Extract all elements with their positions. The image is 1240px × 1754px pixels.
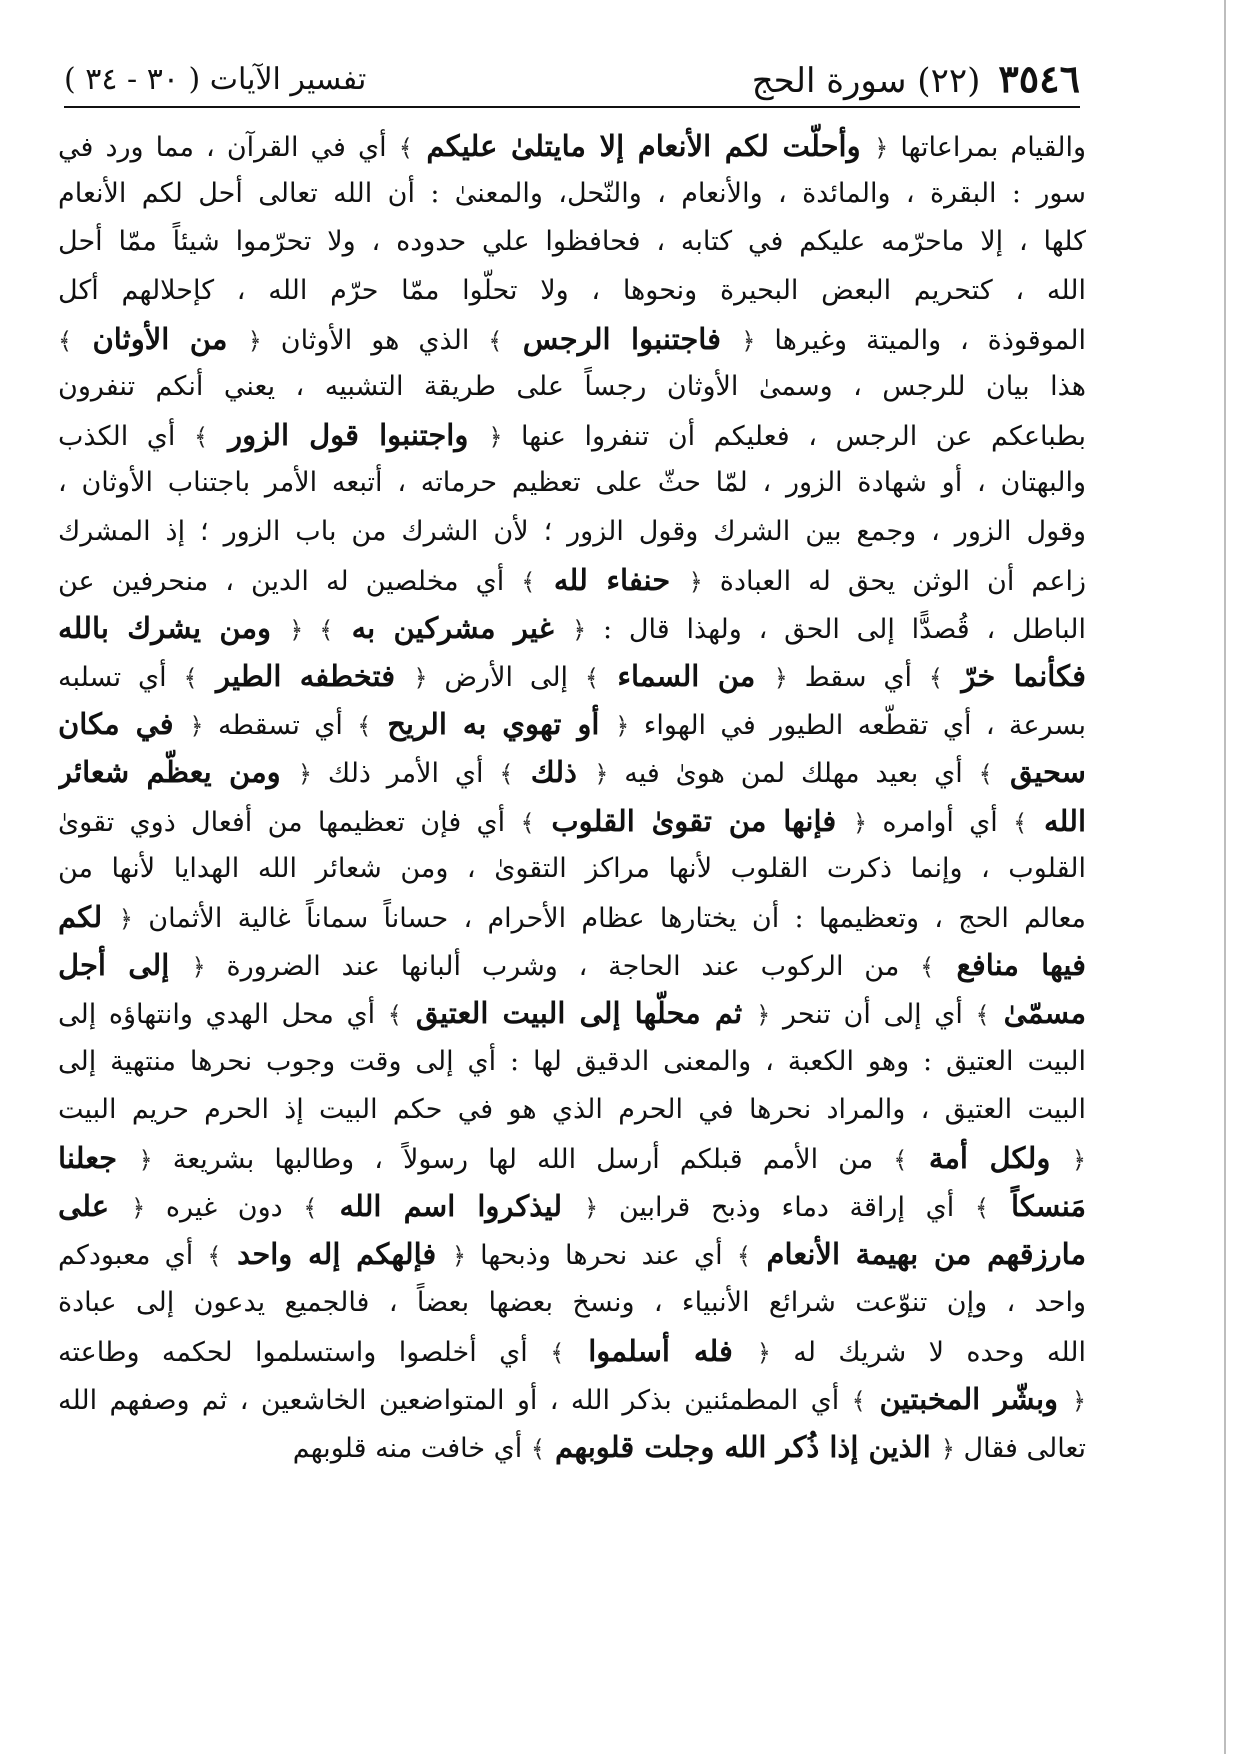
text-line [58,652,1086,700]
ornate-bracket: ﴾ [736,1242,751,1271]
ornate-bracket: ﴿ [138,1145,153,1174]
text-line [58,1134,1086,1182]
ornate-bracket: ﴾ [303,1194,318,1223]
quran-quote: ليذكروا اسم الله [317,1189,585,1224]
ornate-bracket: ﴾ ﴿ [289,615,334,644]
commentary-text: البيت العتيق : وهو الكعبة ، والمعنى الدقيق لها : أي إلى وقت وجوب نحرها منتهية إلى [58,1045,1086,1077]
commentary-text: أي مخلصين له الدين ، منحرفين عن [58,565,522,597]
text-line [58,700,1086,748]
commentary-text: أي إراقة دماء وذبح قرابين [598,1192,975,1224]
ornate-bracket: ﴿ [852,808,868,837]
text-line [58,748,1086,796]
commentary-text: دون غيره [145,1192,304,1224]
quran-quote: فاجتنبوا الرجس [502,321,742,356]
ornate-bracket: ﴾ [488,326,503,355]
quran-quote: واجتنبوا قول الزور [208,418,489,453]
ornate-bracket: ﴾ [978,760,993,789]
quran-quote: مَنسكاً [988,1189,1086,1224]
commentary-text: أي الأمر ذلك [312,758,500,790]
header-right [752,56,1080,101]
ornate-bracket: ﴿ [247,326,262,355]
quran-quote: فيها منافع [934,948,1086,983]
quran-quote: على [58,1189,132,1224]
quran-quote: إلى أجل [58,948,192,983]
text-line [58,1038,1086,1086]
ornate-bracket: ﴾ [975,1001,990,1030]
quran-quote: وأحلّت لكم الأنعام إلا مايتلىٰ عليكم [412,129,875,163]
commentary-text: الباطل ، قُصدًّا إلى الحق ، ولهذا قال : [586,613,1086,645]
ornate-bracket: ﴾ [920,953,935,982]
ornate-bracket: ﴾ [928,664,943,693]
ornate-bracket: ﴾ [183,664,198,693]
ornate-bracket: ﴿ [940,1435,955,1464]
commentary-text: معالم الحج ، وتعظيمها : أن يختارها عظام الأحرام ، حساناً سماناً غالية الأثمان [132,903,1086,934]
quran-quote: الله [1027,803,1086,838]
commentary-text: أي معبودكم [58,1240,208,1272]
ornate-bracket: ﴿ [1071,1145,1086,1174]
text-line [58,845,1086,893]
commentary-text: الله ، كتحريم البعض البحيرة ونحوها ، ولا تحلّوا ممّا حرّم الله ، كإحلالهم أكل [58,274,1086,306]
ornate-bracket: ﴿ [584,1194,599,1223]
commentary-text: أي بعيد مهلك لمن هوىٰ فيه [608,758,979,790]
quran-quote: مسمّىٰ [989,996,1086,1031]
quran-quote: من الأوثان [72,321,248,356]
ornate-bracket: ﴾ [520,808,535,837]
text-line [58,267,1086,315]
ornate-bracket: ﴿ [741,326,756,355]
quran-quote: ومن يعظّم شعائر [58,755,299,790]
commentary-text: تعالى فقال [954,1433,1086,1465]
ornate-bracket: ﴿ [874,134,889,162]
commentary-text: والقيام بمراعاتها [888,132,1086,163]
quran-quote: من السماء [598,659,774,694]
commentary-text: أي الكذب [58,421,194,453]
commentary-text: بسرعة ، أي تقطّعه الطيور في الهواء [629,710,1086,742]
text-line [58,893,1086,941]
commentary-text: من الركوب عند الحاجة ، وشرب ألبانها عند الضرورة [205,951,921,983]
text-line [58,989,1086,1037]
quran-quote: ذلك [513,755,595,790]
ornate-bracket: ﴾ [1013,808,1028,837]
commentary-text: زاعم أن الوثن يحق له العبادة [702,565,1086,597]
text-line [58,604,1086,652]
ornate-bracket: ﴾ [550,1338,565,1367]
text-line [58,941,1086,989]
text-line [58,218,1086,266]
verses-range: تفسير الآيات ( ٣٠ - ٣٤ ) [64,62,367,97]
ornate-bracket: ﴿ [594,760,609,789]
page-number: ٣٥٤٦ [998,56,1080,101]
commentary-text: أي أخلصوا واستسلموا لحكمه وطاعته [58,1336,551,1368]
ornate-bracket: ﴿ [191,953,206,982]
ornate-bracket: ﴿ [615,712,630,741]
ornate-bracket: ﴾ [530,1435,545,1464]
commentary-text: الموقوذة ، والميتة وغيرها [755,324,1086,356]
tafsir-body [58,122,1086,1471]
commentary-text: أي تسلبه [58,662,184,694]
commentary-text: أي محل الهدي وانتهاؤه إلى [58,999,388,1031]
text-line [58,411,1086,459]
commentary-text: الله وحده لا شريك له [770,1336,1086,1368]
ornate-bracket: ﴿ [688,567,703,596]
text-line [58,170,1086,218]
commentary-text: من الأمم قبلكم أرسل الله لها رسولاً ، وطالبها بشريعة [152,1143,894,1175]
page-edge-line [1224,0,1226,1754]
text-line [58,122,1086,170]
ornate-bracket: ﴾ [357,712,372,741]
commentary-text: أي إلى أن تنحر [770,999,976,1031]
quran-quote: أو تهوي به الريح [371,707,616,742]
quran-quote: ولكل أمة [907,1140,1072,1175]
commentary-text: بطباعكم عن الرجس ، فعليكم أن تنفروا عنها [502,421,1086,453]
text-line [58,363,1086,411]
quran-quote: ثم محلّها إلى البيت العتيق [401,996,757,1031]
ornate-bracket: ﴾ [398,134,413,162]
ornate-bracket: ﴿ [488,423,503,452]
text-line [58,1279,1086,1327]
quran-quote: الذين إذا ذُكر الله وجلت قلوبهم [544,1430,941,1465]
quran-quote: فله أسلموا [564,1333,757,1368]
ornate-bracket: ﴿ [572,615,587,644]
text-line [58,508,1086,556]
text-line [58,1327,1086,1375]
quran-quote: فتخطفه الطير [197,659,414,694]
ornate-bracket: ﴾ [521,567,536,596]
header-divider [64,106,1080,108]
commentary-text: كلها ، إلا ماحرّمه عليكم في كتابه ، فحافظوا علي حدوده ، ولا تحرّموا شيئاً ممّا أحل [58,226,1086,258]
ornate-bracket: ﴾ [584,664,599,693]
quran-quote: فكأنما خرّ [942,659,1086,694]
commentary-text: أي خافت منه قلوبهم [292,1433,531,1465]
quran-quote: في مكان [58,707,190,742]
ornate-bracket: ﴾ [893,1145,908,1174]
text-line [58,1086,1086,1134]
commentary-text: والبهتان ، أو شهادة الزور ، لمّا حثّ على تعظيم حرماته ، أتبعه الأمر باجتناب الأوثان ، [58,467,1086,499]
ornate-bracket: ﴾ [499,760,514,789]
quran-quote: فإلهكم إله واحد [221,1237,452,1272]
ornate-bracket: ﴿ [131,1194,146,1223]
ornate-bracket: ﴿ [298,760,313,789]
commentary-text: البيت العتيق ، والمراد نحرها في الحرم الذي هو في حكم البيت إذ الحرم حريم البيت [58,1093,1086,1125]
text-line [58,797,1086,845]
commentary-text: واحد ، وإن تنوّعت شرائع الأنبياء ، ونسخ بعضها بعضاً ، فالجميع يدعون إلى عبادة [58,1286,1086,1318]
quran-quote: حنفاء لله [535,562,689,597]
text-line [58,459,1086,507]
ornate-bracket: ﴿ [189,712,204,741]
ornate-bracket: ﴾ [193,423,209,452]
commentary-text: أي تسقطه [203,710,358,742]
commentary-text: أي فإن تعظيمها من أفعال ذوي تقوىٰ [58,806,521,838]
ornate-bracket: ﴿ [773,664,788,693]
ornate-bracket: ﴿ [118,905,133,933]
quran-quote: مارزقهم من بهيمة الأنعام [750,1237,1086,1272]
ornate-bracket: ﴿ [1071,1386,1086,1415]
commentary-text: الذي هو الأوثان [261,324,489,356]
ornate-bracket: ﴿ [451,1242,467,1271]
text-line [58,1423,1086,1471]
commentary-text: القلوب ، وإنما ذكرت القلوب لأنها مراكز التقوىٰ ، ومن شعائر الله الهدايا لأنها من [58,852,1086,884]
quran-quote: ومن يشرك بالله [58,610,290,645]
quran-quote: جعلنا [58,1140,139,1175]
quran-quote: غير مشركين به [333,610,573,645]
ornate-bracket: ﴿ [756,1001,771,1030]
commentary-text: أي في القرآن ، مما ورد في [58,132,399,163]
text-line [58,1230,1086,1278]
ornate-bracket: ﴾ [851,1386,866,1415]
quran-quote: فإنها من تقوىٰ القلوب [534,803,853,838]
ornate-bracket: ﴿ [756,1338,771,1367]
commentary-text: أي عند نحرها وذبحها [466,1240,737,1272]
quran-quote: سحيق [992,755,1086,790]
quran-quote: وبشّر المخبتين [865,1381,1072,1416]
commentary-text: أي أوامره [867,806,1014,838]
commentary-text: وقول الزور ، وجمع بين الشرك وقول الزور ؛ لأن الشرك من باب الزور ؛ إذ المشرك [58,515,1086,547]
ornate-bracket: ﴿ [413,664,428,693]
text-line [58,1182,1086,1230]
ornate-bracket: ﴾ [58,326,73,355]
ornate-bracket: ﴾ [387,1001,402,1030]
commentary-text: أي سقط [787,662,929,694]
page-header [64,48,1080,106]
commentary-text: سور : البقرة ، والمائدة ، والأنعام ، والنّحل، والمعنىٰ : أن الله تعالى أحل لكم الأنعام [58,178,1086,210]
text-line [58,556,1086,604]
commentary-text: إلى الأرض [427,662,585,694]
quran-quote: لكم [58,900,119,934]
ornate-bracket: ﴾ [207,1242,222,1271]
ornate-bracket: ﴾ [974,1194,989,1223]
text-line [58,1375,1086,1423]
commentary-text: هذا بيان للرجس ، وسمىٰ الأوثان رجساً على طريقة التشبيه ، يعني أنكم تنفرون [58,370,1086,402]
surah-title: (٢٢) سورة الحج [751,61,981,101]
commentary-text: أي المطمئنين بذكر الله ، أو المتواضعين الخاشعين ، ثم وصفهم الله [58,1384,852,1416]
text-line [58,315,1086,363]
